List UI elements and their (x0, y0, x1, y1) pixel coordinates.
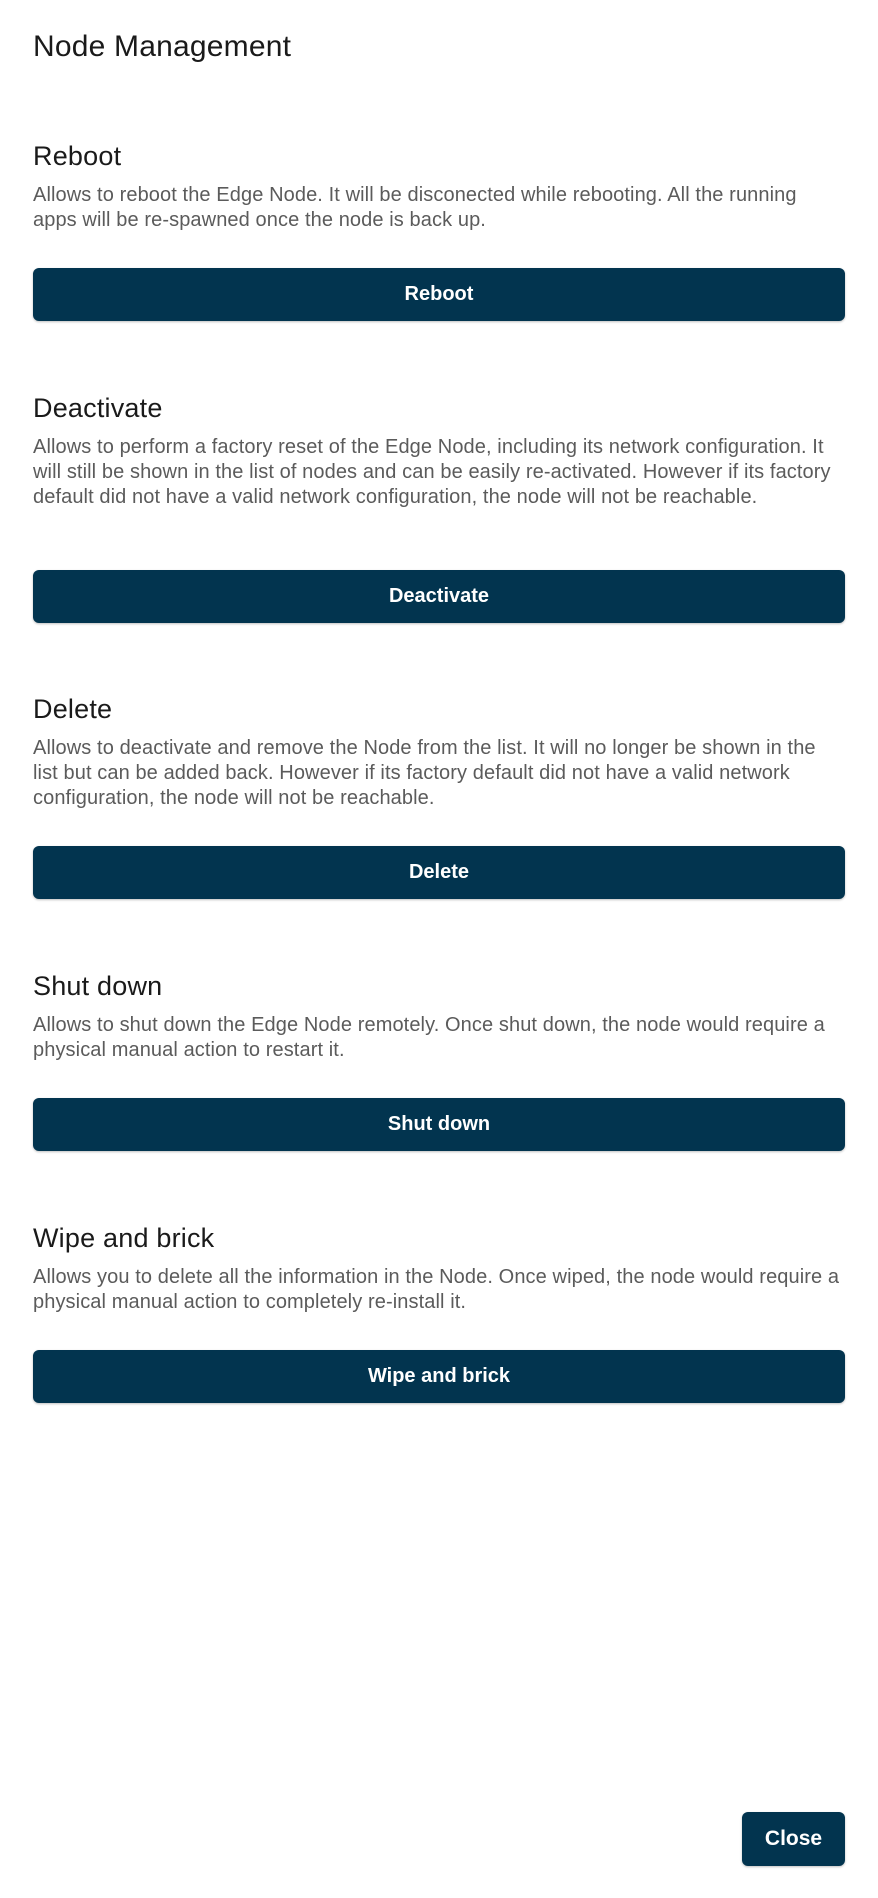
section-delete (33, 692, 845, 883)
wipe-and-brick-button[interactable]: Wipe and brick (33, 1350, 845, 1403)
section-title-deactivate: Deactivate (33, 393, 163, 423)
section-description-wipe-and-brick: Allows you to delete all the information in the Node. Once wiped, the node would require a physical manual action to completely re-install it. (33, 1266, 840, 1313)
section-title-delete: Delete (33, 694, 113, 724)
delete-button[interactable]: Delete (33, 846, 845, 899)
section-description-reboot: Allows to reboot the Edge Node. It will be disconected while rebooting. All the running apps will be re-spawned once the node is back up. (33, 184, 797, 231)
section-title-wipe-and-brick: Wipe and brick (33, 1223, 215, 1253)
section-shut-down (33, 969, 845, 1135)
section-description-shut-down: Allows to shut down the Edge Node remotely. Once shut down, the node would require a physical manual action to restart it. (33, 1014, 825, 1061)
shut-down-button[interactable]: Shut down (33, 1098, 845, 1151)
section-description-deactivate: Allows to perform a factory reset of the Edge Node, including its network configuration. It will still be shown in the list of nodes and can be easily re-activated. However if its factory default did not have a valid network configuration, the node will not be reachable. (33, 436, 831, 508)
section-title-shut-down: Shut down (33, 971, 163, 1001)
section-description-delete: Allows to deactivate and remove the Node from the list. It will no longer be shown in the list but can be added back. However if its factory default did not have a valid network configuration, the node will not be reachable. (33, 737, 816, 809)
section-wipe-and-brick (33, 1221, 845, 1387)
section-reboot (33, 139, 845, 305)
dialog-title: Node Management (33, 30, 292, 63)
reboot-button[interactable]: Reboot (33, 268, 845, 321)
deactivate-button[interactable]: Deactivate (33, 570, 845, 623)
section-deactivate (33, 391, 845, 607)
close-button[interactable]: Close (742, 1812, 845, 1866)
section-title-reboot: Reboot (33, 141, 122, 171)
